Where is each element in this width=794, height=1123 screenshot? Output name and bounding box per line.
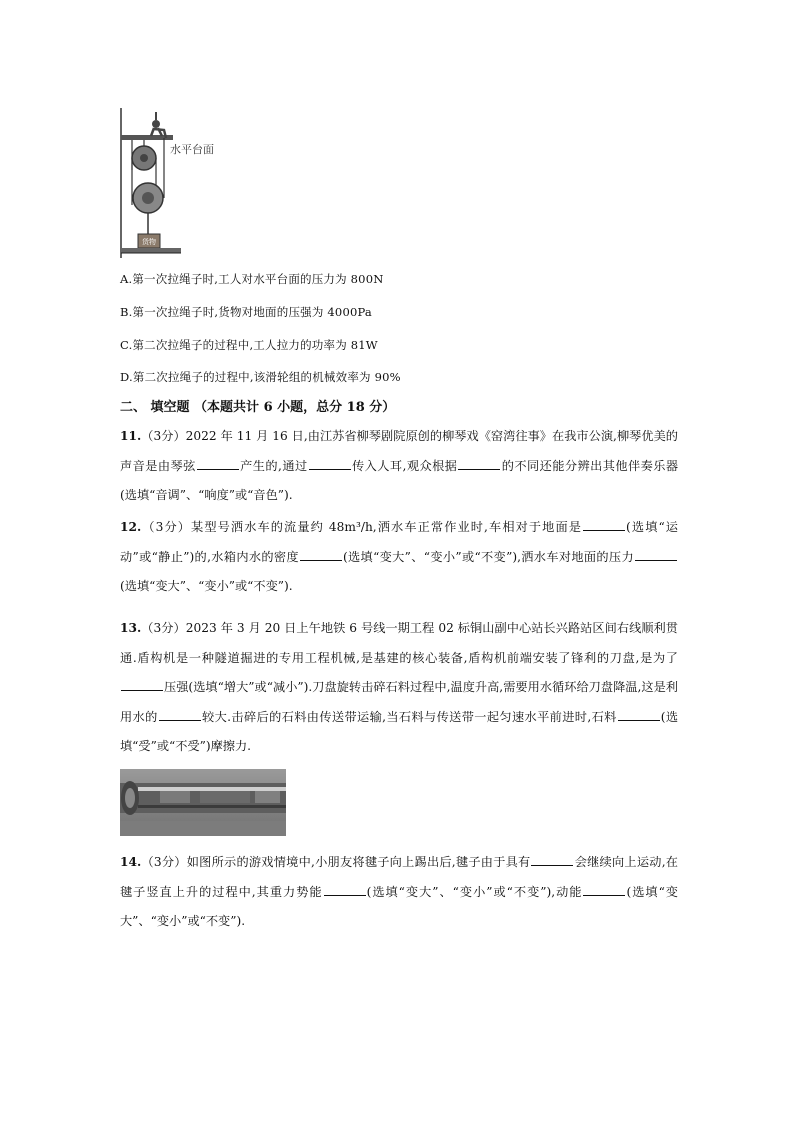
answer-blank[interactable] <box>197 457 239 470</box>
question-13 <box>120 614 678 762</box>
question-text: (选填“受”或“不受”)摩擦力. <box>120 709 679 753</box>
answer-blank[interactable] <box>324 883 366 896</box>
question-score: （3分） <box>141 621 186 635</box>
question-text: 压强(选填“增大”或“减小”).刀盘旋转击碎石料过程中,温度升高,需要用水循环给刀盘降温,这是利用水的 <box>120 680 678 724</box>
question-number: 12. <box>120 520 142 534</box>
answer-blank[interactable] <box>159 708 201 721</box>
question-score: （3分） <box>141 429 186 443</box>
question-number: 13. <box>120 621 142 635</box>
question-text: 传入人耳,观众根据 <box>351 458 458 473</box>
answer-blank[interactable] <box>635 548 677 561</box>
answer-blank[interactable] <box>121 678 163 691</box>
answer-blank[interactable] <box>300 548 342 561</box>
question-12 <box>120 513 678 602</box>
answer-blank[interactable] <box>458 457 500 470</box>
question-text: 某型号洒水车的流量约 48m³/h,洒水车正常作业时,车相对于地面是 <box>191 520 583 534</box>
question-score: （3分） <box>141 520 192 534</box>
question-text: 2023 年 3 月 20 日上午地铁 6 号线一期工程 02 标铜山副中心站长兴路站区间右线顺利贯通.盾构机是一种隧道掘进的专用工程机械,是基建的核心装备,盾构机前端安装了锋利的刀盘,是为了 <box>120 621 678 665</box>
question-text: (选填“运动”或“静止”)的,水箱内水的密度 <box>120 520 678 564</box>
question-text: 会继续向上运动,在毽子竖直上升的过程中,其重力势能 <box>120 855 678 899</box>
platform-label: 水平台面 <box>170 143 214 156</box>
answer-blank[interactable] <box>583 883 625 896</box>
answer-blank[interactable] <box>309 457 351 470</box>
question-score: （3分） <box>141 855 187 869</box>
question-text: (选填“变大”、“变小”或“不变”),动能 <box>366 884 583 899</box>
question-14 <box>120 848 678 937</box>
question-text: (选填“变大”、“变小”或“不变”). <box>120 579 293 593</box>
question-text: 较大.击碎后的石料由传送带运输,当石料与传送带一起匀速水平前进时,石料 <box>201 709 617 724</box>
option-c: C.第二次拉绳子的过程中,工人拉力的功率为 81W <box>120 338 378 352</box>
tunnel-boring-machine-photo <box>120 769 286 836</box>
answer-blank[interactable] <box>583 518 625 531</box>
section-title: 二、 填空题 （本题共计 6 小题，总分 18 分） <box>120 400 396 415</box>
question-text: (选填“变大”、“变小”或“不变”),洒水车对地面的压力 <box>342 549 634 564</box>
option-b: B.第一次拉绳子时,货物对地面的压强为 4000Pa <box>120 305 372 319</box>
answer-blank[interactable] <box>618 708 660 721</box>
cargo-label: 货物 <box>142 238 156 246</box>
question-text: 2022 年 11 月 16 日,由江苏省柳琴剧院原创的柳琴戏《窑湾往事》在我市公演,柳琴优美的声音是由琴弦 <box>120 429 678 473</box>
question-11 <box>120 422 678 511</box>
question-text: 的不同还能分辨出其他伴奏乐器 (选填“音调”、“响度”或“音色”). <box>120 458 679 502</box>
question-text: 产生的,通过 <box>239 458 308 473</box>
question-number: 14. <box>120 855 142 869</box>
answer-blank[interactable] <box>531 853 573 866</box>
pulley-system-figure <box>118 100 238 260</box>
question-text: 如图所示的游戏情境中,小朋友将毽子向上踢出后,毽子由于具有 <box>186 855 531 869</box>
option-a: A.第一次拉绳子时,工人对水平台面的压力为 800N <box>120 272 384 286</box>
question-text: (选填“变大”、“变小”或“不变”). <box>120 884 678 928</box>
question-number: 11. <box>120 429 142 443</box>
option-d: D.第二次拉绳子的过程中,该滑轮组的机械效率为 90% <box>120 370 401 384</box>
